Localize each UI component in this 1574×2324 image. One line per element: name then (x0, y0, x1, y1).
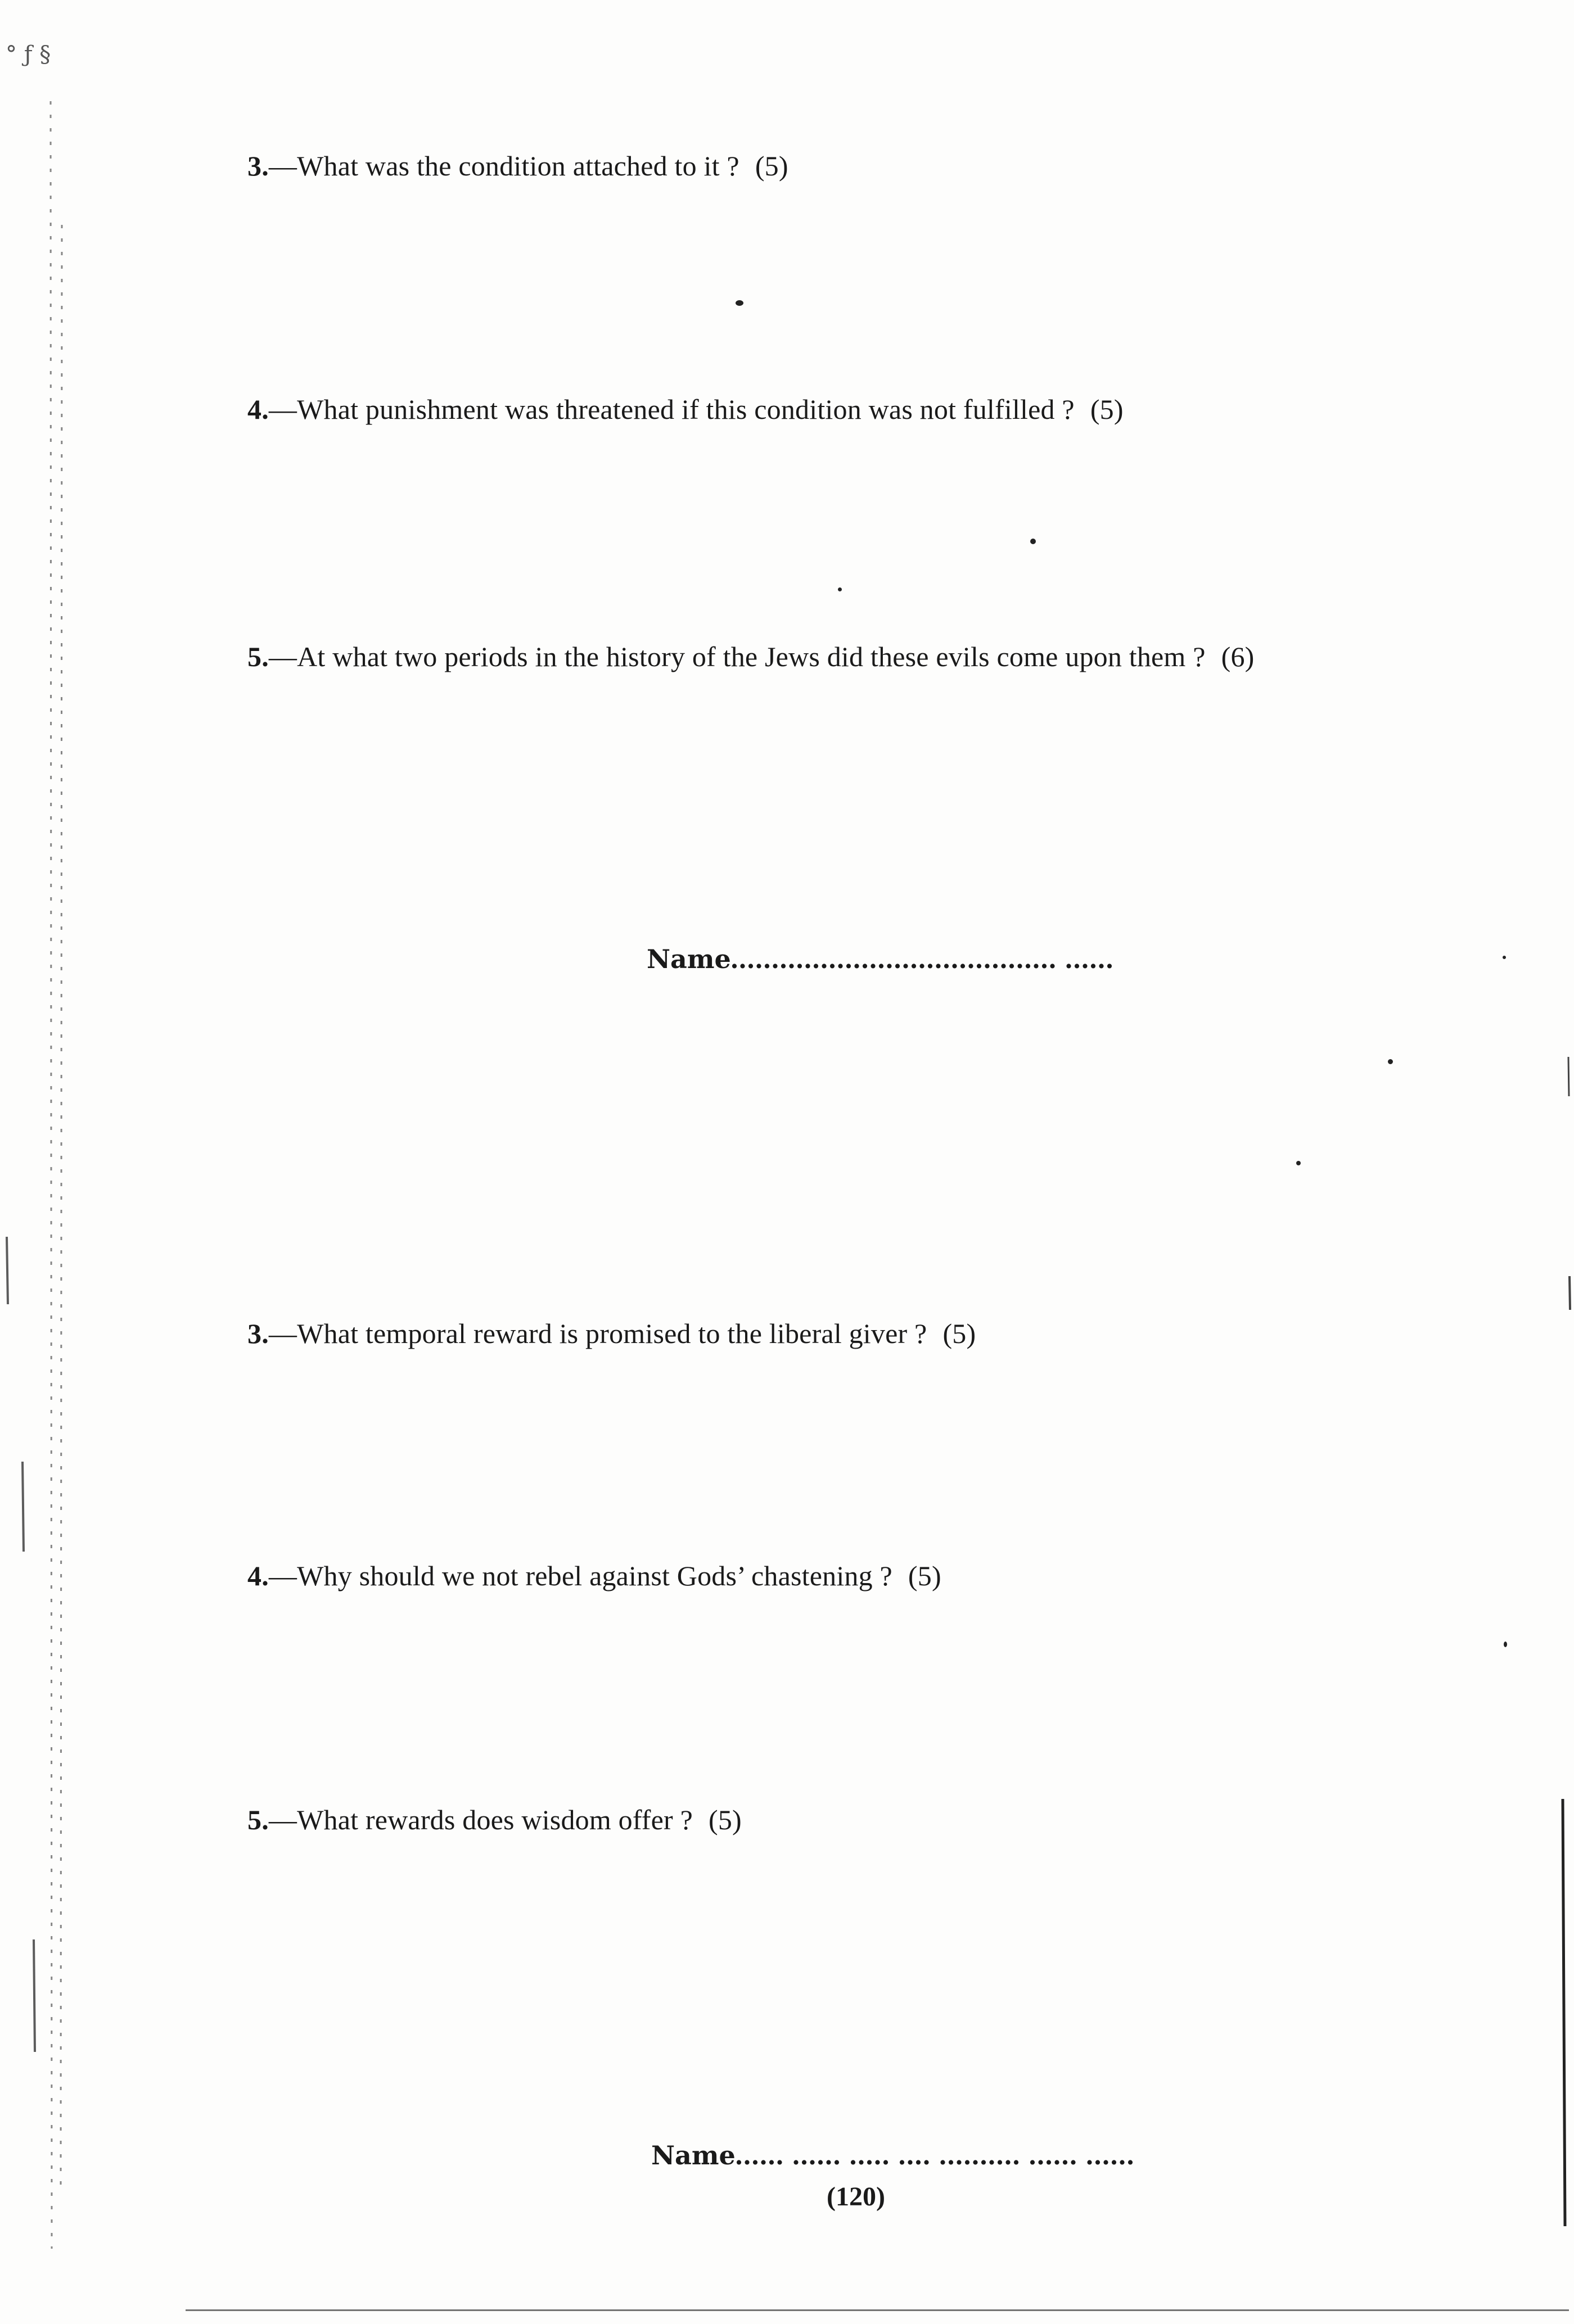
ink-speck (1388, 1059, 1393, 1064)
question-number: 5. (247, 641, 269, 672)
question-marks: (5) (755, 150, 788, 182)
question-marks: (5) (708, 1804, 742, 1835)
question-number: 5. (247, 1804, 269, 1835)
question-text: What temporal reward is promised to the liberal giver ? (297, 1318, 927, 1349)
ink-speck (838, 587, 842, 591)
name-field-top (647, 942, 1114, 976)
name-field-bottom (651, 2138, 1135, 2172)
question-text: At what two periods in the history of the Jews did these evils come upon them ? (297, 641, 1206, 672)
ink-speck (1503, 956, 1506, 959)
question-number: 3. (247, 1318, 269, 1349)
name-label: Name (647, 944, 731, 974)
ink-speck (736, 300, 743, 306)
question-top-4: 4.—What punishment was threatened if this condition was not fulfilled ? (5) (247, 394, 1124, 425)
question-top-3: 3.—What was the condition attached to it ? (5) (247, 150, 788, 182)
bottom-rule (186, 2309, 1569, 2311)
name-label: Name (651, 2140, 736, 2171)
question-number: 3. (247, 150, 269, 182)
question-marks: (6) (1221, 641, 1255, 672)
question-marks: (5) (908, 1560, 941, 1591)
name-dots: ........................................ ...... (730, 943, 1115, 974)
question-top-5: 5.—At what two periods in the history of the Jews did these evils come upon them ? (6) (247, 641, 1255, 672)
ink-speck (1030, 539, 1036, 544)
question-marks: (5) (1090, 394, 1124, 425)
ink-speck (1296, 1161, 1301, 1165)
question-text: What rewards does wisdom offer ? (297, 1804, 693, 1835)
question-text: Why should we not rebel against Gods’ chastening ? (297, 1560, 892, 1591)
ink-speck (1504, 1642, 1507, 1647)
question-bottom-4: 4.—Why should we not rebel against Gods’ chastening ? (5) (247, 1560, 941, 1591)
question-bottom-5: 5.—What rewards does wisdom offer ? (5) (247, 1804, 742, 1835)
name-dots: ...... ...... ..... .... .......... ...... ...... (735, 2139, 1135, 2171)
page-number: (120) (827, 2182, 885, 2212)
question-bottom-3: 3.—What temporal reward is promised to the liberal giver ? (5) (247, 1318, 976, 1349)
question-marks: (5) (942, 1318, 976, 1349)
binding-edge-artifact (0, 0, 84, 2324)
question-number: 4. (247, 1560, 269, 1591)
svg-text:° ƒ §: ° ƒ § (6, 42, 51, 67)
right-edge-artifact (1540, 0, 1574, 2324)
question-text: What punishment was threatened if this condition was not fulfilled ? (297, 394, 1075, 425)
question-text: What was the condition attached to it ? (297, 150, 739, 182)
question-number: 4. (247, 394, 269, 425)
